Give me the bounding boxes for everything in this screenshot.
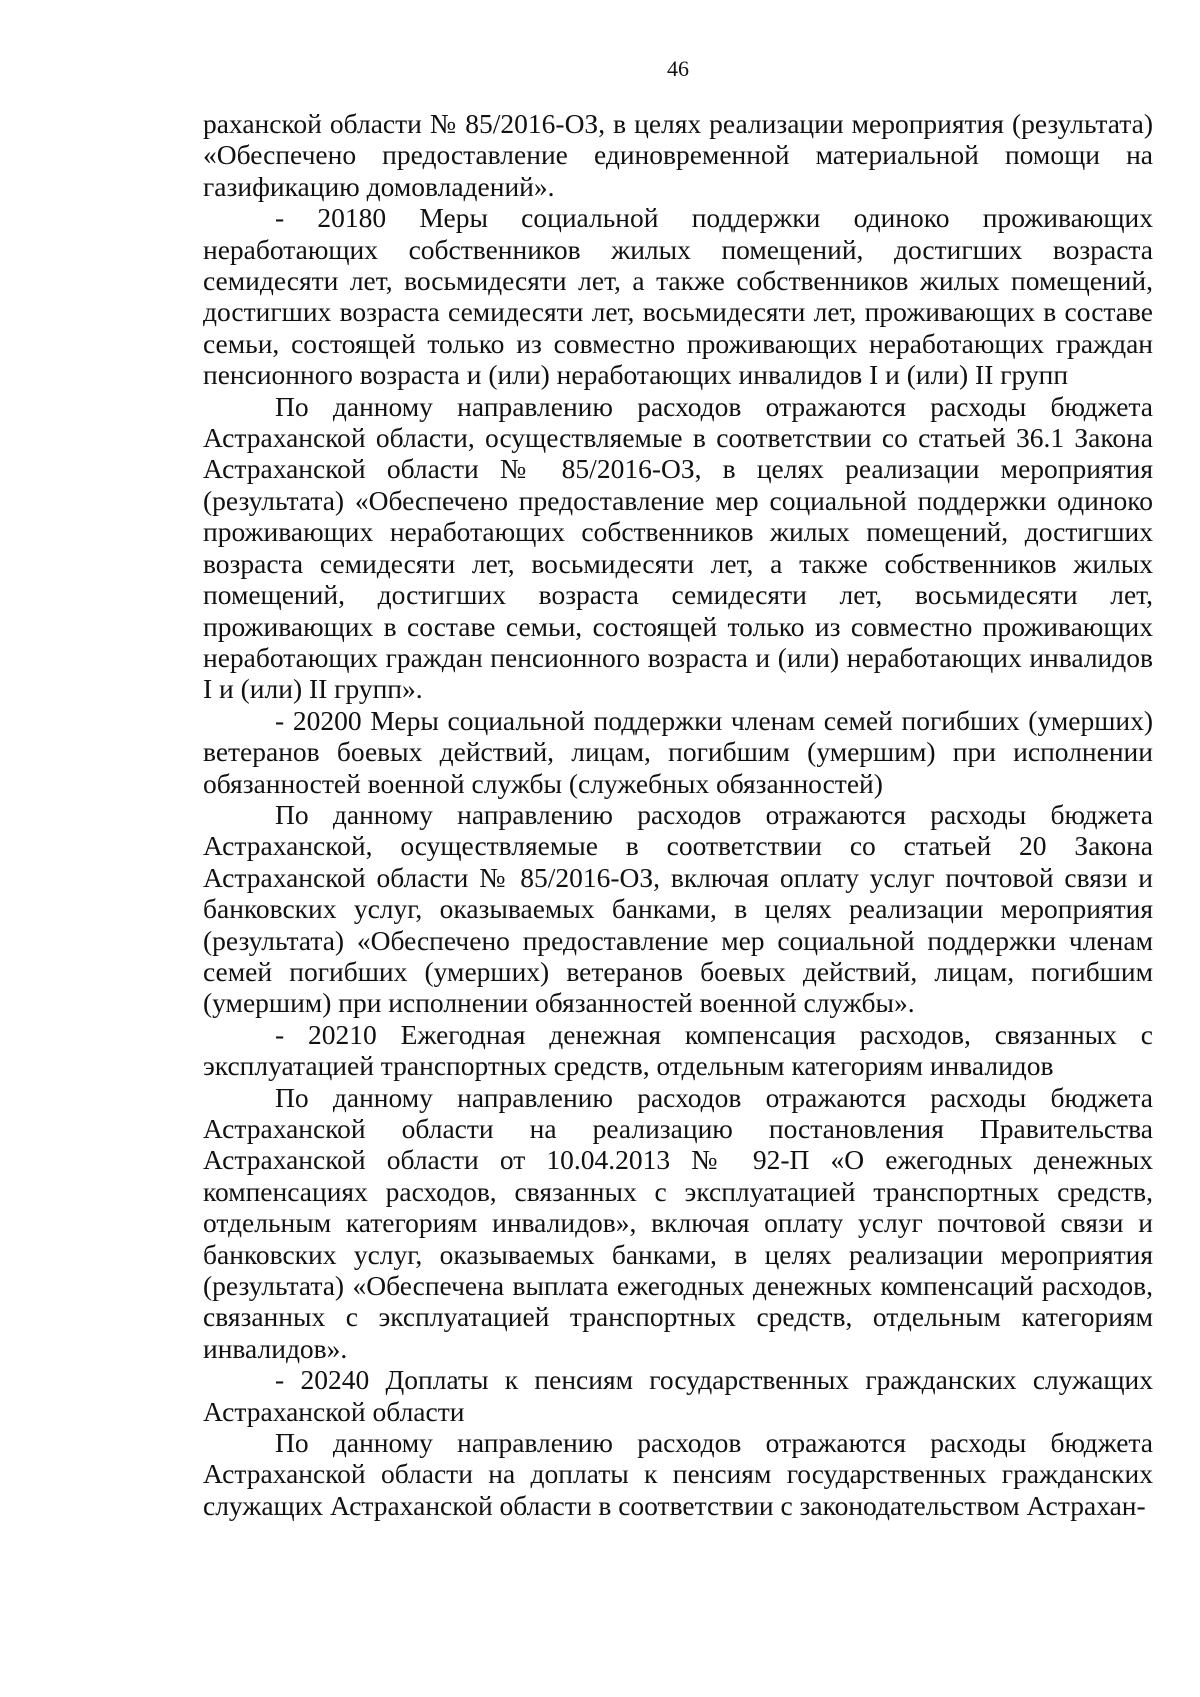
document-body — [203, 108, 1153, 1521]
paragraph-continuation: раханской области № 85/2016-ОЗ, в целях реализации мероприятия (результата) «Обеспечено предоставление единовременной материальной помощи на газификацию домовладений». — [203, 108, 1153, 202]
heading-item-20180: - 20180 Меры социальной поддержки одиноко проживающих неработающих собственников жилых помещений, достигших возраста семидесяти лет, восьмидесяти лет, а также собственников жилых помещений, достигших возраста семидесяти лет, восьмидесяти лет, проживающих в составе семьи, состоящей только из совместно проживающих неработающих граждан пенсионного возраста и (или) неработающих инвалидов I и (или) II групп — [203, 202, 1153, 391]
page-number: 46 — [667, 56, 689, 81]
paragraph-20210-description: По данному направлению расходов отражаются расходы бюджета Астраханской области на реализацию постановления Правительства Астраханской области от 10.04.2013 № 92-П «О ежегодных денежных компенсациях расходов, связанных с эксплуатацией транспортных средств, отдельным категориям инвалидов», включая оплату услуг почтовой связи и банковских услуг, оказываемых банками, в целях реализации мероприятия (результата) «Обеспечена выплата ежегодных денежных компенсаций расходов, связанных с эксплуатацией транспортных средств, отдельным категориям инвалидов». — [203, 1081, 1153, 1364]
paragraph-20180-description: По данному направлению расходов отражаются расходы бюджета Астраханской области, осуществляемые в соответствии со статьей 36.1 Закона Астраханской области № 85/2016-ОЗ, в целях реализации мероприятия (результата) «Обеспечено предоставление мер социальной поддержки одиноко проживающих неработающих собственников жилых помещений, достигших возраста семидесяти лет, восьмидесяти лет, а также собственников жилых помещений, достигших возраста семидесяти лет, восьмидесяти лет, проживающих в составе семьи, состоящей только из совместно проживающих неработающих граждан пенсионного возраста и (или) неработающих инвалидов I и (или) II групп». — [203, 390, 1153, 705]
heading-item-20200: - 20200 Меры социальной поддержки членам семей погибших (умерших) ветеранов боевых действий, лицам, погибшим (умершим) при исполнении обязанностей военной службы (служебных обязанностей) — [203, 704, 1153, 799]
paragraph-20240-description: По данному направлению расходов отражаются расходы бюджета Астраханской области на доплаты к пенсиям государственных гражданских служащих Астраханской области в соответствии с законодательством Астрахан- — [203, 1427, 1153, 1521]
paragraph-20200-description: По данному направлению расходов отражаются расходы бюджета Астраханской, осуществляемые в соответствии со статьей 20 Закона Астраханской области № 85/2016-ОЗ, включая оплату услуг почтовой связи и банковских услуг, оказываемых банками, в целях реализации мероприятия (результата) «Обеспечено предоставление мер социальной поддержки членам семей погибших (умерших) ветеранов боевых действий, лицам, погибшим (умершим) при исполнении обязанностей военной службы». — [203, 798, 1153, 1019]
heading-item-20210: - 20210 Ежегодная денежная компенсация расходов, связанных с эксплуатацией транспортных средств, отдельным категориям инвалидов — [203, 1018, 1153, 1082]
heading-item-20240: - 20240 Доплаты к пенсиям государственных гражданских служащих Астраханской области — [203, 1364, 1153, 1427]
